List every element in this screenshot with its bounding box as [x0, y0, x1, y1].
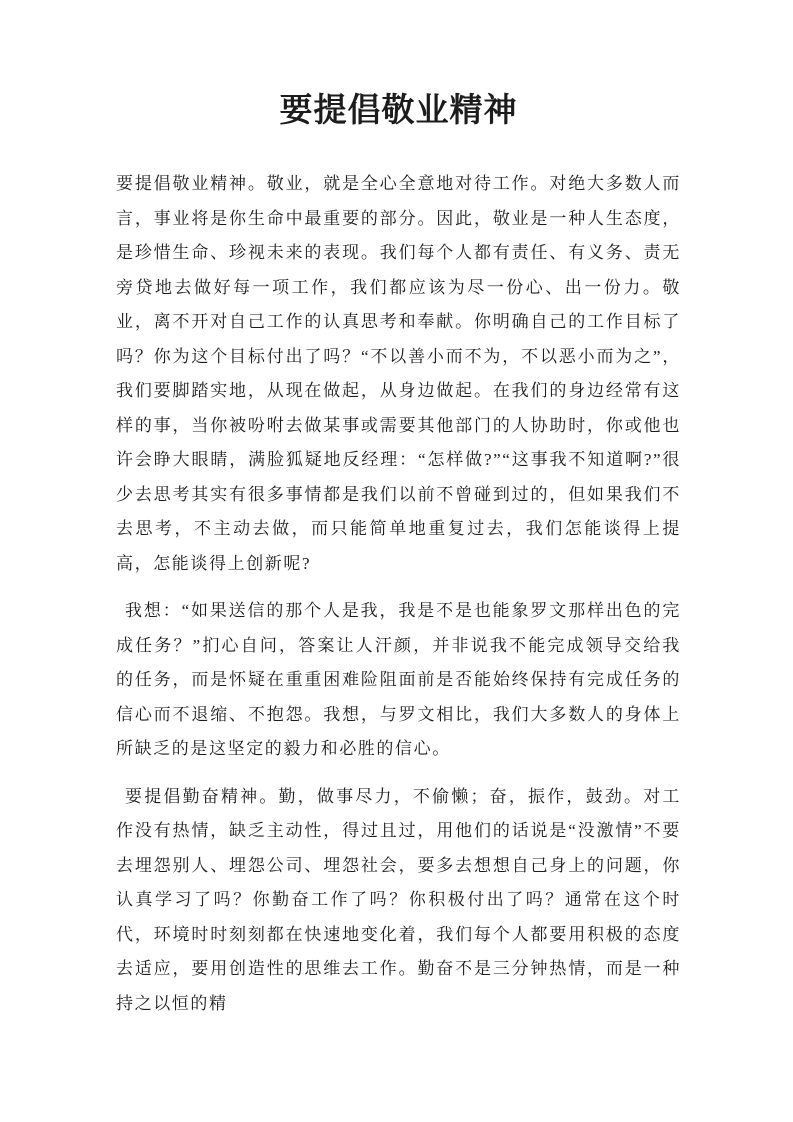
document-body [116, 167, 681, 1021]
page-title: 要提倡敬业精神 [279, 93, 518, 129]
body-paragraph: 我想：“如果送信的那个人是我，我是不是也能象罗文那样出色的完成任务？”扪心自问，答案让人汗颜，并非说我不能完成领导交给我的任务，而是怀疑在重重困难险阻面前是否能始终保持有完成任务的信心而不退缩、不抱怨。我想，与罗文相比，我们大多数人的身体上所缺乏的是这坚定的毅力和必胜的信心。 [116, 601, 681, 758]
body-paragraph: 要提倡敬业精神。敬业，就是全心全意地对待工作。对绝大多数人而言，事业将是你生命中最重要的部分。因此，敬业是一种人生态度，是珍惜生命、珍视未来的表现。我们每个人都有责任、有义务、责无旁贷地去做好每一项工作，我们都应该为尽一份心、出一份力。敬业，离不开对自己工作的认真思考和奉献。你明确自己的工作目标了吗？你为这个目标付出了吗？“不以善小而不为，不以恶小而为之”，我们要脚踏实地，从现在做起，从身边做起。在我们的身边经常有这样的事，当你被吩咐去做某事或需要其他部门的人协助时，你或他也许会睁大眼睛，满脸狐疑地反经理：“怎样做?”“这事我不知道啊?”很少去思考其实有很多事情都是我们以前不曾碰到过的，但如果我们不去思考，不主动去做，而只能简单地重复过去，我们怎能谈得上提高，怎能谈得上创新呢? [116, 174, 681, 573]
body-paragraph: 要提倡勤奋精神。勤，做事尽力，不偷懒；奋，振作，鼓劲。对工作没有热情，缺乏主动性，得过且过，用他们的话说是“没激情”不要去埋怨别人、埋怨公司、埋怨社会，要多去想想自己身上的问题，你认真学习了吗？你勤奋工作了吗？你积极付出了吗？通常在这个时代，环境时时刻刻都在快速地变化着，我们每个人都要用积极的态度去适应，要用创造性的思维去工作。勤奋不是三分钟热情，而是一种持之以恒的精 [116, 786, 681, 1013]
